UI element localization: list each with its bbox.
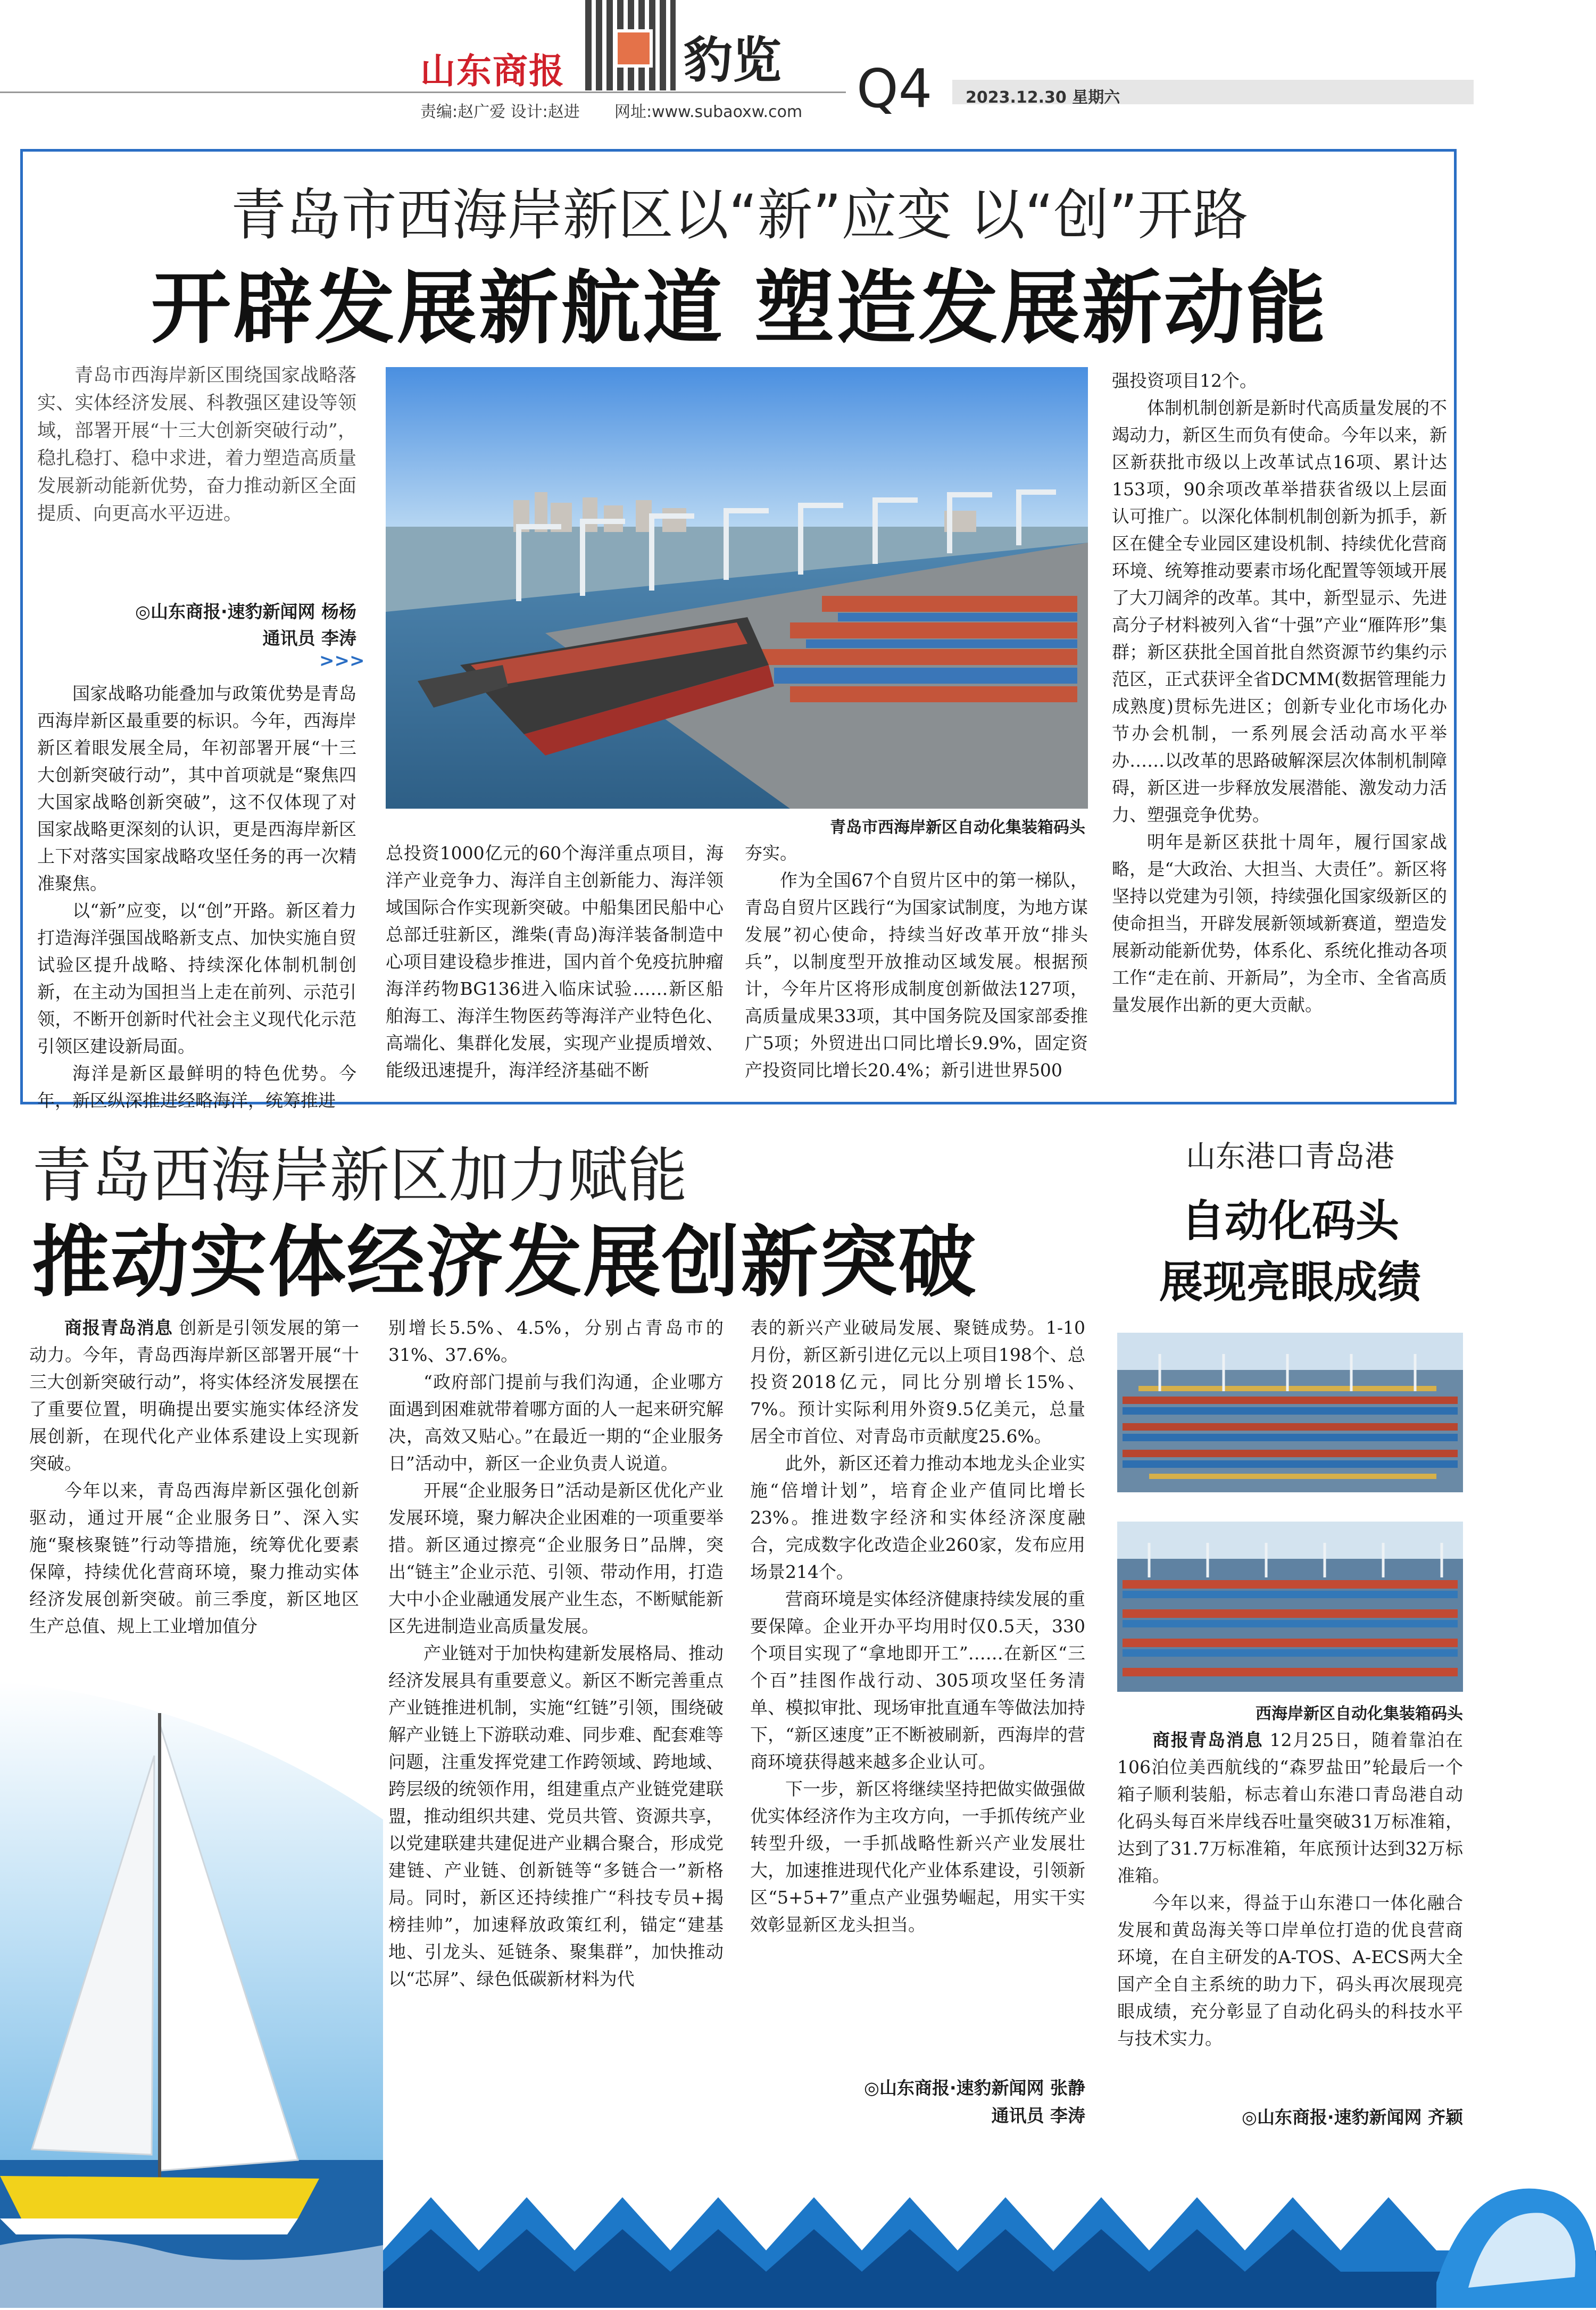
article3-photo-caption: 西海岸新区自动化集装箱码头 bbox=[1256, 1705, 1463, 1723]
paragraph: 营商环境是实体经济健康持续发展的重要保障。企业开办平均用时仅0.5天，330个项目实现了“拿地即开工”……在新区“三个百”挂图作战行动、305项攻坚任务清单、模拟审批、现场审批直通车等做法加持下，“新区速度”正不断被刷新，西海岸的营商环境获得越来越多企业认可。 bbox=[750, 1589, 1085, 1772]
paragraph: 今年以来，青岛西海岸新区强化创新驱动，通过开展“企业服务日”、深入实施“聚核聚链”行动等措施，统筹优化要素保障，持续优化营商环境，聚力推动实体经济发展创新突破。前三季度，新区地区生产总值、规上工业增加值分 bbox=[29, 1480, 359, 1636]
paragraph: 海洋是新区最鲜明的特色优势。今年，新区纵深推进经略海洋，统筹推进 bbox=[37, 1063, 356, 1111]
article1-headline: 开辟发展新航道 塑造发展新动能 bbox=[151, 262, 1328, 355]
section-name: 豹览 bbox=[684, 32, 782, 89]
article3-headline-2: 展现亮眼成绩 bbox=[1159, 1257, 1421, 1308]
paragraph: 下一步，新区将继续坚持把做实做强做优实体经济作为主攻方向，一手抓传统产业转型升级，一手抓战略性新兴产业发展壮大，加速推进现代化产业体系建设，引领新区“5+5+7”重点产业强势崛起，用实干实效彰显新区龙头担当。 bbox=[750, 1779, 1085, 1935]
lead-tag: 商报青岛消息 bbox=[64, 1317, 173, 1338]
article1-col1 bbox=[37, 680, 356, 1114]
article2-col2 bbox=[388, 1314, 724, 1992]
article1-byline-2: 通讯员 李涛 bbox=[262, 628, 356, 649]
article3-byline: ◎山东商报·速豹新闻网 齐颖 bbox=[1242, 2107, 1463, 2128]
arrows-decoration: >>> bbox=[319, 650, 365, 671]
container-yard-photo-2 bbox=[1117, 1522, 1463, 1692]
article1-col2 bbox=[386, 840, 724, 1084]
paragraph: 今年以来，得益于山东港口一体化融合发展和黄岛海关等口岸单位打造的优良营商环境，在自主研发的A-TOS、A-ECS两大全国产全自主系统的助力下，码头再次展现亮眼成绩，充分彰显了自动化码头的科技水平与技术实力。 bbox=[1117, 1892, 1463, 2049]
port-photo-graphic bbox=[386, 367, 1088, 809]
paragraph: 总投资1000亿元的60个海洋重点项目，海洋产业竞争力、海洋自主创新能力、海洋领域国际合作实现新突破。中船集团民船中心总部迁驻新区，潍柴(青岛)海洋装备制造中心项目建设稳步推进，国内首个免疫抗肿瘤海洋药物BG136进入临床试验……新区船舶海工、海洋生物医药等海洋产业特色化、高端化、集群化发展，实现产业提质增效、能级迅速提升，海洋经济基础不断 bbox=[386, 843, 724, 1081]
article2-col1 bbox=[29, 1314, 359, 1640]
article1-intro: 青岛市西海岸新区围绕国家战略落实、实体经济发展、科教强区建设等领域，部署开展“十三大创新突破行动”，稳扎稳打、稳中求进，着力塑造高质量发展新动能新优势，奋力推动新区全面提质、向更高水平迈进。 bbox=[37, 365, 356, 525]
paragraph: “政府部门提前与我们沟通，企业哪方面遇到困难就带着哪方面的人一起来研究解决，高效又贴心。”在最近一期的“企业服务日”活动中，新区一企业负责人说道。 bbox=[388, 1372, 724, 1474]
paragraph bbox=[1117, 1726, 1463, 1889]
article2-col3 bbox=[750, 1314, 1085, 1938]
paragraph-text: 创新是引领发展的第一动力。今年，青岛西海岸新区部署开展“十三大创新突破行动”，将实体经济发展摆在了重要位置，明确提出要实施实体经济发展创新，在现代化产业体系建设上实现新突破。 bbox=[29, 1317, 359, 1474]
date: 2023.12.30 星期六 bbox=[966, 88, 1120, 107]
paragraph: 别增长5.5%、4.5%，分别占青岛市的31%、37.6%。 bbox=[388, 1317, 724, 1365]
paragraph: 明年是新区获批十周年，履行国家战略，是“大政治、大担当、大责任”。新区将坚持以党建为引领，持续强化国家级新区的使命担当，开辟发展新领域新赛道，塑造发展新动能新优势，体系化、系统化推动各项工作“走在前、开新局”，为全市、全省高质量发展作出新的更大贡献。 bbox=[1112, 832, 1447, 1015]
qr-code-image bbox=[585, 0, 676, 90]
wave-decoration bbox=[383, 2160, 1596, 2308]
wave-graphic bbox=[383, 2160, 1596, 2308]
credits: 责编:赵广爱 设计:赵进 bbox=[420, 103, 580, 121]
article1-col3 bbox=[745, 840, 1088, 1084]
article2-kicker: 青岛西海岸新区加力赋能 bbox=[32, 1141, 687, 1210]
article1-photo-caption: 青岛市西海岸新区自动化集装箱码头 bbox=[830, 818, 1085, 837]
sailboat-illustration bbox=[0, 1681, 383, 2308]
paragraph: 此外，新区还着力推动本地龙头企业实施“倍增计划”，培育企业产值同比增长23%。推进数字经济和实体经济深度融合，完成数字化改造企业260家，发布应用场景214个。 bbox=[750, 1453, 1085, 1582]
paragraph-text: 12月25日，随着靠泊在106泊位美西航线的“森罗盐田”轮最后一个箱子顺利装船，标志着山东港口青岛港自动化码头每百米岸线吞吐量突破31万标准箱，达到了31.7万标准箱，年底预计达到32万标准箱。 bbox=[1117, 1730, 1464, 1886]
sailboat-graphic bbox=[0, 1681, 383, 2308]
article2-headline: 推动实体经济发展创新突破 bbox=[32, 1217, 977, 1308]
website: 网址:www.subaoxw.com bbox=[614, 103, 803, 121]
paragraph: 夯实。 bbox=[745, 843, 797, 863]
lead-tag: 商报青岛消息 bbox=[1152, 1730, 1264, 1750]
container-yard-photo-1 bbox=[1117, 1333, 1463, 1492]
page-number: Q4 bbox=[857, 57, 933, 120]
article1-col4 bbox=[1112, 367, 1447, 1018]
paragraph: 作为全国67个自贸片区中的第一梯队，青岛自贸片区践行“为国家试制度，为地方谋发展”初心使命，持续当好改革开放“排头兵”，以制度型开放推动区域发展。根据预计，今年片区将形成制度创新做法127项，高质量成果33项，其中国务院及国家部委推广5项；外贸进出口同比增长9.9%，固定资产投资同比增长20.4%；新引进世界500 bbox=[745, 870, 1088, 1081]
paper-name: 山东商报 bbox=[420, 51, 565, 92]
article3-body bbox=[1117, 1726, 1463, 2052]
article3-headline-1: 自动化码头 bbox=[1181, 1196, 1399, 1247]
article1-kicker: 青岛市西海岸新区以“新”应变 以“创”开路 bbox=[230, 182, 1249, 247]
paragraph: 开展“企业服务日”活动是新区优化产业发展环境，聚力解决企业困难的一项重要举措。新区通过擦亮“企业服务日”品牌，突出“链主”企业示范、引领、带动作用，打造大中小企业融通发展产业生态，不断赋能新区先进制造业高质量发展。 bbox=[388, 1480, 724, 1636]
port-photo bbox=[386, 367, 1088, 809]
paragraph: 体制机制创新是新时代高质量发展的不竭动力，新区生而负有使命。今年以来，新区新获批市级以上改革试点16项、累计达153项，90余项改革举措获省级以上层面认可推广。以深化体制机制创新为抓手，新区在健全专业园区建设机制、持续优化营商环境、统筹推动要素市场化配置等领域开展了大刀阔斧的改革。其中，新型显示、先进高分子材料被列入省“十强”产业“雁阵形”集群；新区获批全国首批自然资源节约集约示范区，正式获评全省DCMM(数据管理能力成熟度)贯标先进区；创新专业化市场化办节办会机制，一系列展会活动高水平举办……以改革的思路破解深层次体制机制障碍，新区进一步释放发展潜能、激发动力活力、塑强竞争优势。 bbox=[1112, 397, 1447, 825]
paragraph: 国家战略功能叠加与政策优势是青岛西海岸新区最重要的标识。今年，西海岸新区着眼发展全局，年初部署开展“十三大创新突破行动”，其中首项就是“聚焦四大国家战略创新突破”，这不仅体现了对国家战略更深刻的认识，更是西海岸新区上下对落实国家战略攻坚任务的再一次精准聚焦。 bbox=[37, 683, 356, 894]
container-yard-graphic-2 bbox=[1117, 1522, 1463, 1692]
article2-byline-1: ◎山东商报·速豹新闻网 张静 bbox=[864, 2078, 1085, 2098]
article2-byline-2: 通讯员 李涛 bbox=[991, 2105, 1085, 2126]
paragraph bbox=[29, 1314, 359, 1477]
container-yard-graphic-1 bbox=[1117, 1333, 1463, 1492]
paragraph: 强投资项目12个。 bbox=[1112, 370, 1257, 391]
paragraph: 表的新兴产业破局发展、聚链成势。1-10月份，新区新引进亿元以上项目198个、总投资2018亿元，同比分别增长15%、7%。预计实际利用外资9.5亿美元，总量居全市首位、对青岛市贡献度25.6%。 bbox=[750, 1317, 1085, 1447]
paragraph: 以“新”应变，以“创”开路。新区着力打造海洋强国战略新支点、加快实施自贸试验区提升战略、持续深化体制机制创新，在主动为国担当上走在前列、示范引领，不断开创新时代社会主义现代化示范引领区建设新局面。 bbox=[37, 900, 356, 1057]
article3-kicker: 山东港口青岛港 bbox=[1186, 1140, 1394, 1174]
article1-byline-1: ◎山东商报·速豹新闻网 杨杨 bbox=[135, 601, 356, 622]
paragraph: 产业链对于加快构建新发展格局、推动经济发展具有重要意义。新区不断完善重点产业链推进机制，实施“红链”引领，围绕破解产业链上下游联动难、同步难、配套难等问题，注重发挥党建工作跨领域、跨地域、跨层级的统领作用，组建重点产业链党建联盟，推动组织共建、党员共管、资源共享，以党建联建共建促进产业耦合聚合，形成党建链、产业链、创新链等“多链合一”新格局。同时，新区还持续推广“科技专员+揭榜挂帅”，加速释放政策红利，锚定“建基地、引龙头、延链条、聚集群”，加快推动以“芯屏”、绿色低碳新材料为代 bbox=[388, 1643, 724, 1989]
masthead-rule bbox=[0, 92, 846, 93]
